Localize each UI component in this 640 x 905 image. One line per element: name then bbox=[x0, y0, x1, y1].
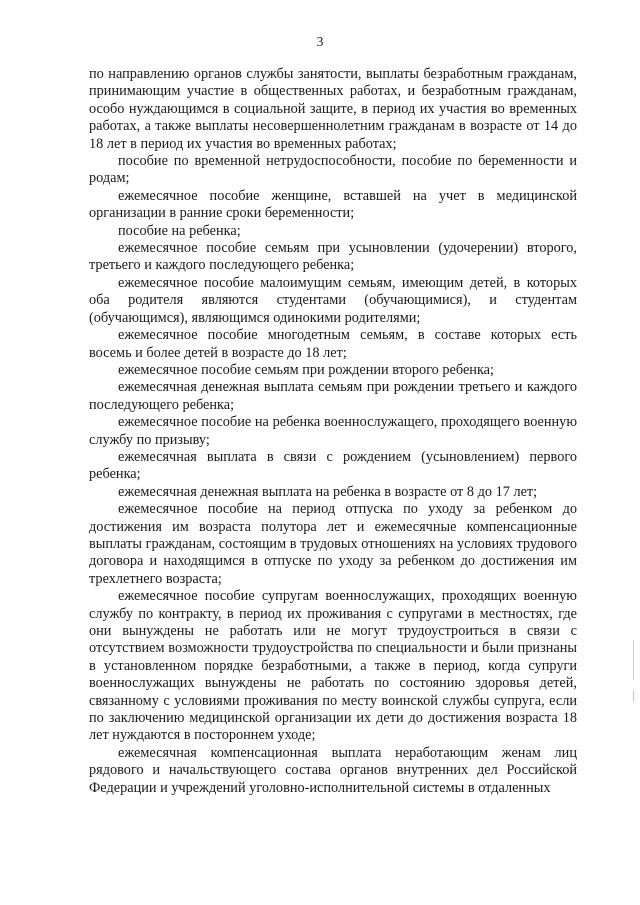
paragraph: ежемесячная выплата в связи с рождением (усыновлением) первого ребенка; bbox=[89, 448, 577, 483]
paragraph: ежемесячное пособие женщине, вставшей на учет в медицинской организации в ранние сроки беременности; bbox=[89, 187, 577, 222]
paragraph: ежемесячное пособие многодетным семьям, в составе которых есть восемь и более детей в возрасте до 18 лет; bbox=[89, 327, 577, 361]
paragraph: ежемесячная компенсационная выплата неработающим женам лиц рядового и начальствующего состава органов внутренних дел Российской Федерации и учреждений уголовно-исполнительной системы в отдаленных bbox=[89, 744, 577, 796]
paragraph: ежемесячное пособие семьям при рождении второго ребенка; bbox=[118, 361, 495, 378]
paragraph: ежемесячная денежная выплата семьям при рождении третьего и каждого последующего ребенка; bbox=[89, 379, 577, 413]
document-body bbox=[89, 66, 577, 797]
paragraph: пособие по временной нетрудоспособности, пособие по беременности и родам; bbox=[89, 153, 577, 187]
paragraph: ежемесячная денежная выплата на ребенка в возрасте от 8 до 17 лет; bbox=[118, 483, 538, 500]
paragraph: ежемесячное пособие на период отпуска по уходу за ребенком до достижения им возраста полутора лет и ежемесячные компенсационные выплаты гражданам, состоящим в трудовых отношениях на условиях трудового договора и находящимся в отпуске по уходу за ребенком до достижения им трехлетнего возраста; bbox=[89, 501, 577, 587]
paragraph: ежемесячное пособие семьям при усыновлении (удочерении) второго, третьего и каждого последующего ребенка; bbox=[89, 240, 577, 274]
paragraph: ежемесячное пособие супругам военнослужащих, проходящих военную службу по контракту, в период их проживания с супругами в местностях, где они вынуждены не работать или не могут трудоустроиться в связи с отсутствием возможности трудоустройства по специальности и были признаны в установленном порядке безработными, а также в период, когда супруги военнослужащих вынуждены не работать по состоянию здоровья детей, связанному с условиями проживания по месту воинской службы супруга, если по заключению медицинской организации их дети до достижения возраста 18 лет нуждаются в постороннем уходе; bbox=[89, 588, 577, 744]
paragraph: ежемесячное пособие на ребенка военнослужащего, проходящего военную службу по призыву; bbox=[89, 414, 577, 448]
scan-edge-mark bbox=[633, 640, 634, 680]
paragraph: по направлению органов службы занятости, выплаты безработным гражданам, принимающим участие в общественных работах, и безработным гражданам, особо нуждающимся в социальной защите, в период их участия во временных работах, а также выплаты несовершеннолетним гражданам в возрасте от 14 до 18 лет в период их участия во временных работах; bbox=[89, 66, 577, 152]
paragraph: пособие на ребенка; bbox=[118, 222, 241, 239]
paragraph: ежемесячное пособие малоимущим семьям, имеющим детей, в которых оба родителя являются студентами (обучающимися), и студентам (обучающимся), являющимся одинокими родителями; bbox=[89, 274, 577, 326]
scan-edge-mark bbox=[633, 690, 634, 702]
page-number: 3 bbox=[316, 34, 324, 49]
